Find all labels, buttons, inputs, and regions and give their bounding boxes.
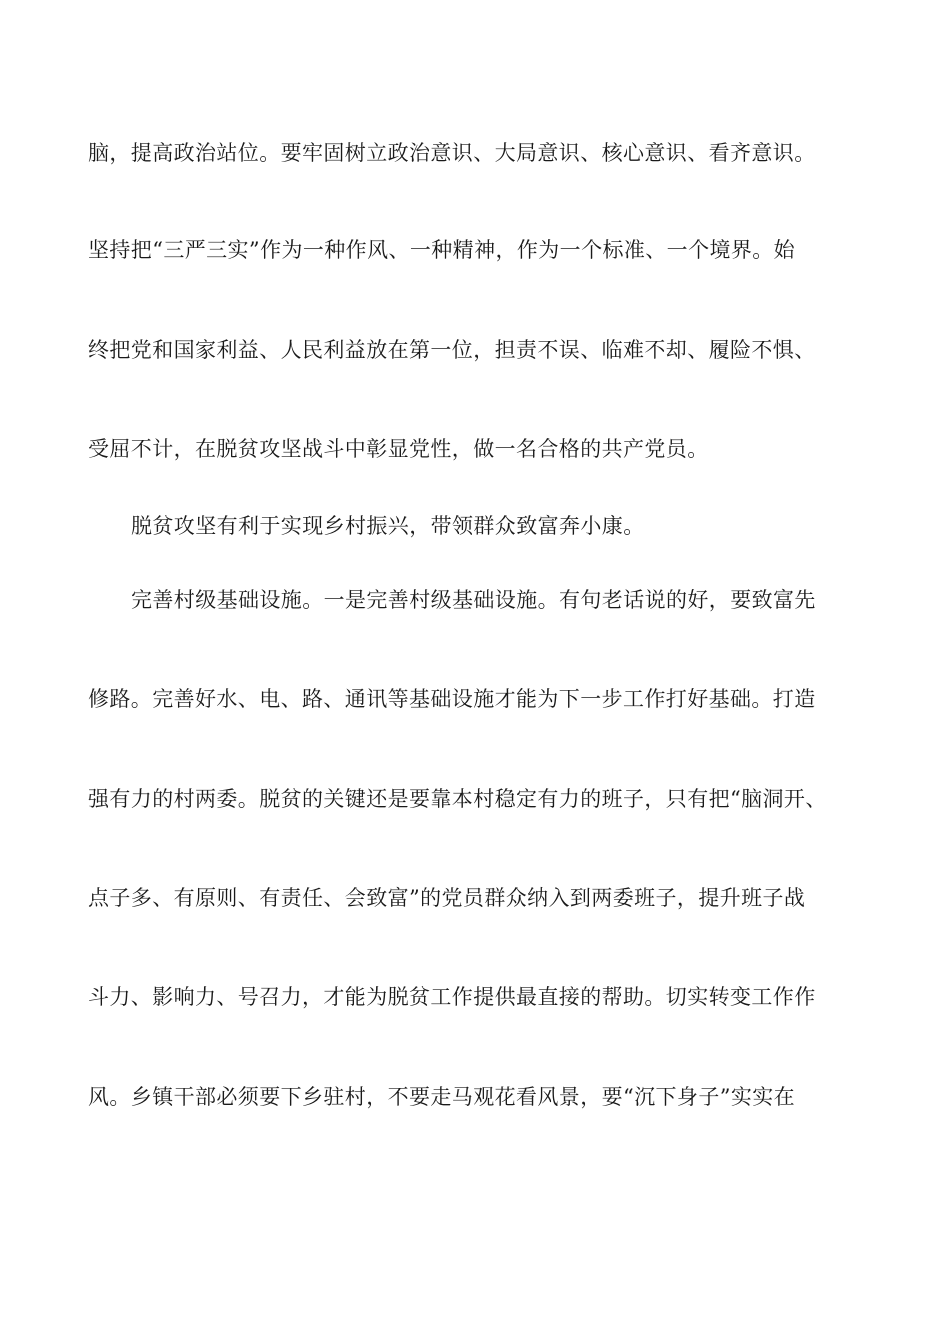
text-line: 终把党和国家利益、人民利益放在第一位，担责不误、临难不却、履险不惧、 [88, 338, 816, 362]
text-line: 脑，提高政治站位。要牢固树立政治意识、大局意识、核心意识、看齐意识。 [88, 141, 816, 165]
text-line: 斗力、影响力、号召力，才能为脱贫工作提供最直接的帮助。切实转变工作作 [88, 985, 816, 1009]
text-line: 脱贫攻坚有利于实现乡村振兴，带领群众致富奔小康。 [131, 514, 645, 538]
text-line: 完善村级基础设施。一是完善村级基础设施。有句老话说的好，要致富先 [131, 588, 816, 612]
text-line: 受屈不计，在脱贫攻坚战斗中彰显党性，做一名合格的共产党员。 [88, 437, 709, 461]
text-line: 点子多、有原则、有责任、会致富”的党员群众纳入到两委班子，提升班子战 [88, 886, 806, 910]
text-line: 坚持把“三严三实”作为一种作风、一种精神，作为一个标准、一个境界。始 [88, 238, 796, 262]
text-line: 强有力的村两委。脱贫的关键还是要靠本村稳定有力的班子，只有把“脑洞开、 [88, 787, 827, 811]
text-line: 风。乡镇干部必须要下乡驻村，不要走马观花看风景，要“沉下身子”实实在 [88, 1085, 796, 1109]
text-line: 修路。完善好水、电、路、通讯等基础设施才能为下一步工作打好基础。打造 [88, 687, 816, 711]
